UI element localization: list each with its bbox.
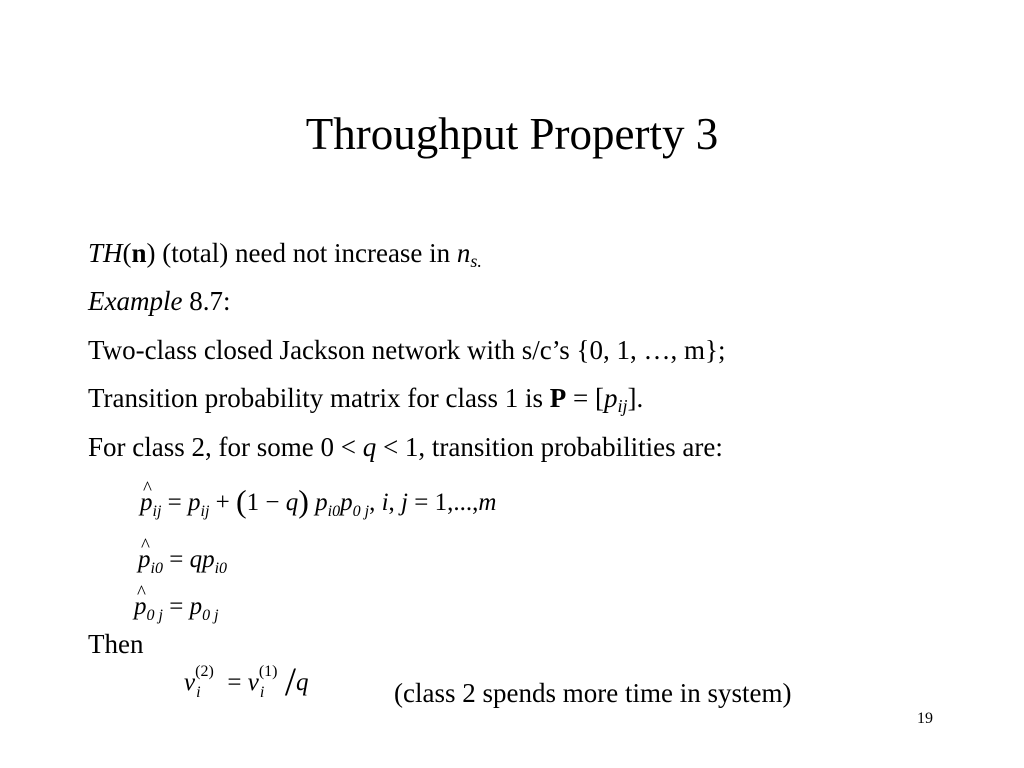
page-number: 19 [917, 710, 933, 727]
p-symbol: p [189, 593, 203, 620]
equals-sign: = [161, 489, 188, 516]
matrix-line [88, 381, 643, 415]
example-label: Example [88, 286, 183, 316]
subscript-i0: i0 [327, 503, 341, 520]
equals-sign: = [162, 546, 190, 573]
right-paren: ) [298, 483, 309, 519]
v-symbol: v [247, 669, 259, 696]
subscript-0j: 0 j [202, 607, 219, 624]
matrix-equals: = [ [566, 383, 604, 413]
equation-p-hat-ij [140, 483, 497, 520]
superscript-1: (1) [258, 663, 278, 680]
q-symbol: q [295, 669, 309, 696]
n-italic: n [456, 238, 471, 268]
i-symbol: i [381, 489, 389, 516]
matrix-symbol: P [549, 383, 567, 413]
plus-sign: + [209, 489, 236, 516]
comma: , [388, 489, 402, 516]
one-minus: 1 − [246, 489, 286, 516]
division-slash: / [284, 659, 296, 704]
q-symbol: q [362, 432, 377, 462]
n-bold: n [131, 238, 147, 268]
subscript-0j: 0 j [352, 503, 370, 520]
subscript-i: i [196, 684, 201, 701]
superscript-2: (2) [195, 663, 214, 680]
slide-title: Throughput Property 3 [305, 109, 719, 159]
th-symbol: TH [88, 238, 123, 268]
subscript-i0: i0 [150, 560, 163, 577]
subscript-i0: i0 [214, 560, 228, 577]
open-paren: ( [122, 238, 132, 268]
s-subscript: s. [470, 251, 482, 271]
subscript-0j: 0 j [146, 607, 163, 624]
comma: , [369, 489, 382, 516]
equation-p-hat-i0 [138, 545, 227, 575]
matrix-text: Transition probability matrix for class 1 is [88, 383, 550, 413]
then-label: Then [88, 629, 144, 659]
example-line [88, 284, 230, 318]
caption-text: (class 2 spends more time in system) [394, 678, 792, 708]
p-hat: ^ p [134, 592, 147, 622]
p-symbol: p [340, 489, 353, 516]
m-symbol: m [478, 489, 497, 516]
ij-subscript: ij [617, 396, 628, 416]
class2-text-b: < 1, transition probabilities are: [376, 432, 723, 462]
p-symbol: p [188, 489, 201, 516]
index-range: = 1,..., [407, 489, 479, 516]
qp-symbol: qp [189, 546, 215, 573]
network-line: Two-class closed Jackson network with s/c’s {0, 1, …, m}; [88, 335, 726, 365]
matrix-close: ]. [627, 383, 644, 413]
statement-line [88, 236, 482, 270]
example-number: 8.7: [182, 286, 231, 316]
equals-sign: = [221, 669, 248, 696]
p-hat: ^ p [140, 488, 153, 518]
p-hat: ^ p [138, 545, 151, 575]
statement-text: ) (total) need not increase in [146, 238, 457, 268]
subscript-ij: ij [200, 503, 210, 520]
equation-visit-ratio [184, 659, 309, 704]
class2-line [88, 430, 723, 464]
p-symbol: p [603, 383, 618, 413]
j-symbol: j [401, 489, 408, 516]
class2-text-a: For class 2, for some 0 < [88, 432, 363, 462]
q-symbol: q [285, 489, 299, 516]
v-symbol: v [184, 669, 196, 696]
p-symbol: p [315, 489, 328, 516]
left-paren: ( [236, 483, 247, 519]
equals-sign: = [162, 593, 190, 620]
subscript-ij: ij [152, 503, 162, 520]
subscript-i: i [259, 684, 265, 701]
equation-p-hat-0j [134, 592, 219, 622]
